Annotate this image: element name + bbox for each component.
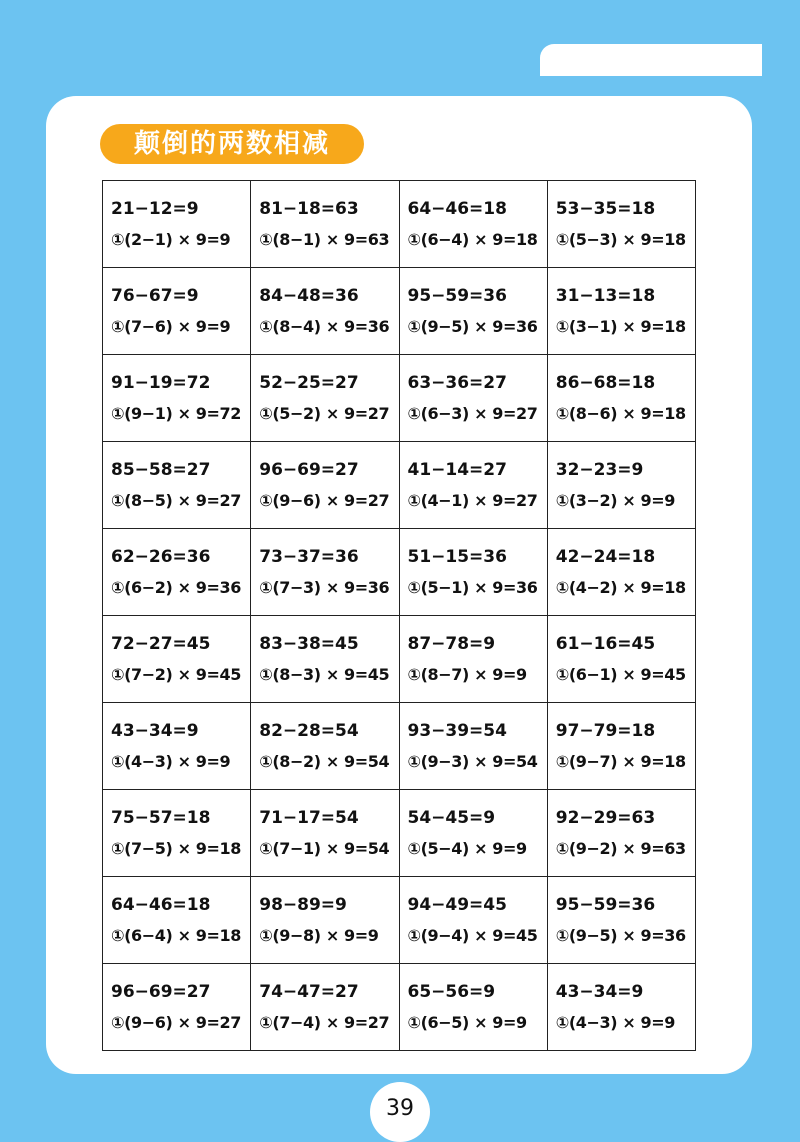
problem-cell [399,790,547,877]
table-row [103,529,696,616]
subtraction-equation: 31−13=18 [555,286,656,306]
solution-step: ①(7−5) × 9=18 [111,839,241,858]
table-row [103,442,696,529]
problem-cell [251,616,399,703]
subtraction-equation: 54−45=9 [407,808,496,828]
problem-cell [399,442,547,529]
problem-content [400,268,547,338]
subtraction-equation: 84−48=36 [259,286,359,306]
subtraction-equation: 92−29=63 [555,808,656,828]
problem-cell [547,703,695,790]
problem-content [251,964,398,1034]
solution-step: ①(7−4) × 9=27 [259,1013,390,1032]
problem-cell [103,181,251,268]
problem-cell [251,355,399,442]
subtraction-equation: 98−89=9 [259,895,347,915]
top-decorative-tab [540,44,762,76]
solution-step: ①(7−3) × 9=36 [259,578,390,597]
subtraction-equation: 95−59=36 [407,286,507,306]
problem-cell [251,964,399,1051]
problem-cell [547,616,695,703]
problem-cell [251,529,399,616]
problem-content [400,181,547,251]
problem-content [103,616,250,686]
solution-step: ①(3−1) × 9=18 [555,317,686,336]
subtraction-equation: 81−18=63 [259,199,359,219]
table-row [103,790,696,877]
subtraction-equation: 87−78=9 [407,634,496,654]
subtraction-equation: 74−47=27 [259,982,359,1002]
problem-cell [251,442,399,529]
problem-content [103,355,250,425]
problem-cell [251,877,399,964]
problem-cell [399,877,547,964]
subtraction-equation: 86−68=18 [555,373,656,393]
subtraction-equation: 83−38=45 [259,634,359,654]
page-number: 39 [370,1082,430,1142]
solution-step: ①(9−1) × 9=72 [111,404,241,423]
solution-step: ①(9−6) × 9=27 [259,491,390,510]
problem-content [251,529,398,599]
problem-content [103,877,250,947]
problem-content [251,616,398,686]
problem-content [548,877,695,947]
problem-cell [103,616,251,703]
problem-cell [103,355,251,442]
problem-cell [547,529,695,616]
problem-content [400,964,547,1034]
solution-step: ①(7−6) × 9=9 [111,317,231,336]
problem-cell [399,181,547,268]
subtraction-equation: 52−25=27 [259,373,359,393]
problem-cell [399,616,547,703]
solution-step: ①(8−7) × 9=9 [407,665,527,684]
subtraction-equation: 64−46=18 [407,199,507,219]
subtraction-equation: 65−56=9 [407,982,496,1002]
problem-content [251,268,398,338]
problem-content [548,703,695,773]
problem-content [103,529,250,599]
problem-cell [547,877,695,964]
solution-step: ①(6−2) × 9=36 [111,578,241,597]
subtraction-equation: 95−59=36 [555,895,656,915]
solution-step: ①(9−8) × 9=9 [259,926,379,945]
problem-content [103,181,250,251]
solution-step: ①(5−2) × 9=27 [259,404,390,423]
problem-content [251,703,398,773]
problem-content [400,877,547,947]
solution-step: ①(9−7) × 9=18 [555,752,686,771]
problem-content [548,181,695,251]
problem-content [548,529,695,599]
solution-step: ①(2−1) × 9=9 [111,230,231,249]
subtraction-equation: 53−35=18 [555,199,656,219]
subtraction-equation: 32−23=9 [555,460,644,480]
problem-cell [251,790,399,877]
solution-step: ①(5−1) × 9=36 [407,578,538,597]
problem-content [251,877,398,947]
subtraction-equation: 76−67=9 [111,286,199,306]
problem-content [548,442,695,512]
subtraction-equation: 51−15=36 [407,547,507,567]
table-row [103,268,696,355]
problem-cell [103,703,251,790]
problem-content [103,703,250,773]
table-row [103,964,696,1051]
problem-cell [399,703,547,790]
subtraction-equation: 73−37=36 [259,547,359,567]
subtraction-equation: 75−57=18 [111,808,211,828]
problem-cell [399,355,547,442]
solution-step: ①(6−4) × 9=18 [111,926,241,945]
problem-cell [547,268,695,355]
solution-step: ①(9−5) × 9=36 [555,926,686,945]
solution-step: ①(6−3) × 9=27 [407,404,538,423]
problem-cell [547,964,695,1051]
solution-step: ①(4−3) × 9=9 [111,752,231,771]
problem-content [251,181,398,251]
problem-content [400,616,547,686]
subtraction-equation: 43−34=9 [555,982,644,1002]
subtraction-equation: 85−58=27 [111,460,211,480]
problem-content [548,268,695,338]
problem-cell [547,790,695,877]
solution-step: ①(4−1) × 9=27 [407,491,538,510]
solution-step: ①(7−2) × 9=45 [111,665,241,684]
subtraction-equation: 42−24=18 [555,547,656,567]
subtraction-equation: 82−28=54 [259,721,359,741]
problem-cell [547,355,695,442]
table-row [103,616,696,703]
solution-step: ①(6−5) × 9=9 [407,1013,527,1032]
subtraction-equation: 61−16=45 [555,634,656,654]
problem-cell [399,268,547,355]
solution-step: ①(9−6) × 9=27 [111,1013,241,1032]
solution-step: ①(4−2) × 9=18 [555,578,686,597]
problem-content [548,355,695,425]
solution-step: ①(4−3) × 9=9 [555,1013,676,1032]
solution-step: ①(8−1) × 9=63 [259,230,390,249]
table-row [103,181,696,268]
problem-content [251,355,398,425]
problem-cell [251,703,399,790]
table-row [103,703,696,790]
table-row [103,355,696,442]
problem-cell [103,877,251,964]
problem-content [400,790,547,860]
problem-content [400,703,547,773]
subtraction-equation: 64−46=18 [111,895,211,915]
problem-cell [103,964,251,1051]
problem-content [103,442,250,512]
subtraction-equation: 94−49=45 [407,895,507,915]
problem-content [400,355,547,425]
problem-cell [103,790,251,877]
subtraction-equation: 96−69=27 [111,982,211,1002]
solution-step: ①(6−4) × 9=18 [407,230,538,249]
problem-content [548,964,695,1034]
problem-cell [547,442,695,529]
solution-step: ①(3−2) × 9=9 [555,491,676,510]
problem-content [400,529,547,599]
solution-step: ①(8−3) × 9=45 [259,665,390,684]
subtraction-equation: 41−14=27 [407,460,507,480]
table-row [103,877,696,964]
problem-content [548,616,695,686]
solution-step: ①(8−4) × 9=36 [259,317,390,336]
problem-content [103,268,250,338]
solution-step: ①(9−4) × 9=45 [407,926,538,945]
solution-step: ①(8−6) × 9=18 [555,404,686,423]
subtraction-equation: 96−69=27 [259,460,359,480]
section-title: 颠倒的两数相减 [100,124,364,164]
subtraction-equation: 43−34=9 [111,721,199,741]
subtraction-grid [102,180,696,1051]
problem-content [400,442,547,512]
solution-step: ①(9−3) × 9=54 [407,752,538,771]
subtraction-equation: 93−39=54 [407,721,507,741]
solution-step: ①(5−3) × 9=18 [555,230,686,249]
solution-step: ①(5−4) × 9=9 [407,839,527,858]
solution-step: ①(9−5) × 9=36 [407,317,538,336]
problem-content [548,790,695,860]
problem-cell [251,181,399,268]
solution-step: ①(7−1) × 9=54 [259,839,390,858]
subtraction-equation: 62−26=36 [111,547,211,567]
problem-content [251,790,398,860]
subtraction-equation: 97−79=18 [555,721,656,741]
subtraction-equation: 71−17=54 [259,808,359,828]
solution-step: ①(9−2) × 9=63 [555,839,686,858]
subtraction-equation: 72−27=45 [111,634,211,654]
problem-content [103,964,250,1034]
solution-step: ①(8−5) × 9=27 [111,491,241,510]
problem-cell [399,964,547,1051]
solution-step: ①(6−1) × 9=45 [555,665,686,684]
solution-step: ①(8−2) × 9=54 [259,752,390,771]
problem-cell [399,529,547,616]
problem-cell [251,268,399,355]
problem-cell [103,268,251,355]
problem-cell [547,181,695,268]
subtraction-equation: 21−12=9 [111,199,199,219]
subtraction-equation: 91−19=72 [111,373,211,393]
subtraction-equation: 63−36=27 [407,373,507,393]
problem-content [251,442,398,512]
problem-cell [103,529,251,616]
problem-content [103,790,250,860]
problem-cell [103,442,251,529]
